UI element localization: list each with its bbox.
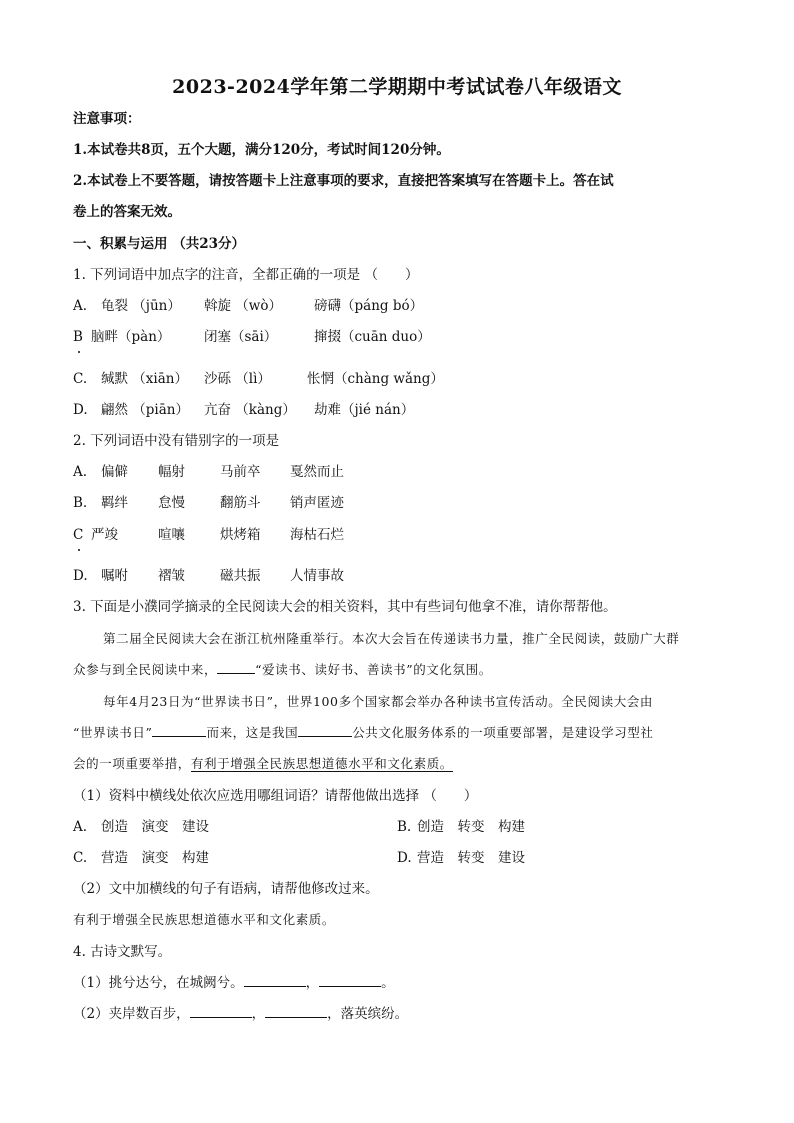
option-label: A. [73,464,88,480]
option-word: 幅射 [158,464,185,480]
notice-item-2-line-2: 卷上的答案无效。 [73,204,181,220]
option-text: 创造 演变 建设 [101,819,209,835]
option-word: 销声匿迹 [290,495,344,511]
passage-p1-line-1: 第二届全民阅读大会在浙江杭州隆重举行。本次大会旨在传递读书力量，推广全民阅读，鼓励广大群 [103,631,680,646]
option-label: A. [73,819,88,835]
option-text: 营造 转变 建设 [417,850,525,866]
underlined-sentence: 有利于增强全民族思想道德水平和文化素质。 [190,756,453,771]
option-word: 磅礴（páng bó） [314,298,424,314]
punctuation: ， [305,975,320,991]
option-word: 马前卒 [220,464,261,480]
poem-blank-3 [190,1005,252,1018]
q2-option-a [73,463,344,481]
q4-item-2 [73,1005,408,1023]
q3-sub2-stem: （2）文中加横线的句子有语病，请帮他修改过来。 [73,881,379,897]
option-word: 磁共振 [220,568,261,584]
option-word: 人情事故 [290,568,344,584]
option-word: 烘烤箱 [220,527,261,543]
option-word: 海枯石烂 [290,527,344,543]
option-word: 翩然 （piān） [101,402,189,418]
option-word: 闭塞（sāi） [204,329,278,345]
option-word: 脑畔（pàn） [91,329,171,345]
poem-text: （2）夹岸数百步， [73,1006,190,1022]
option-label: D. [73,568,88,584]
q3-sub1-option-d [397,849,525,867]
q2-stem: 2. 下列词语中没有错别字的一项是 [73,433,280,449]
option-word: 怠慢 [158,495,185,511]
passage-text: “爱读书、读好书、善读书”的文化氛围。 [255,662,492,677]
q1-option-c [73,370,444,388]
option-word: 褶皱 [158,568,185,584]
fill-blank-1 [217,661,255,674]
punctuation: ， [251,1006,266,1022]
option-word: 严竣 [91,527,118,543]
q3-sub1-stem: （1）资料中横线处依次应选用哪组词语？请帮他做出选择 （ ） [73,788,478,804]
stray-mark [78,549,80,551]
q2-option-d [73,567,344,585]
option-word: 劫难（jié nán） [314,402,415,418]
option-word: 翻筋斗 [220,495,261,511]
option-word: 偏僻 [101,464,128,480]
passage-text: “世界读书日” [73,725,153,740]
poem-blank-1 [244,974,306,987]
q2-option-b [73,494,344,512]
option-word: 缄默 （xiān） [101,371,188,387]
q1-stem: 1. 下列词语中加点字的注音，全都正确的一项是 （ ） [73,267,419,283]
option-label: A. [73,298,88,314]
option-word: 撺掇（cuān duo） [314,329,431,345]
q4-item-1 [73,974,395,992]
option-label: C [73,527,84,543]
option-text: 营造 演变 构建 [101,850,209,866]
q4-stem: 4. 古诗文默写。 [73,944,172,960]
q2-option-c [73,526,344,544]
option-word: 戛然而止 [290,464,344,480]
passage-p2-line-1: 每年4月23日为“世界读书日”，世界100多个国家都会举办各种读书宣传活动。全民阅读大会由 [103,694,653,709]
poem-blank-2 [319,974,381,987]
option-word: 龟裂 （jūn） [101,298,181,314]
passage-text: 公共文化服务体系的一项重要部署，是建设学习型社 [352,725,654,740]
passage-text: 众参与到全民阅读中来， [73,662,218,677]
option-label: B. [73,495,88,511]
option-label: B [73,329,83,345]
q3-stem: 3. 下面是小濮同学摘录的全民阅读大会的相关资料，其中有些词句他拿不准，请你帮帮他。 [73,599,617,615]
punctuation: 。 [381,975,395,991]
option-word: 沙砾 （lì） [204,371,271,387]
passage-p2-line-2 [73,724,654,742]
q1-option-a [73,297,423,315]
stray-mark [78,351,80,353]
notice-item-2-line-1: 2.本试卷上不要答题，请按答题卡上注意事项的要求，直接把答案填写在答题卡上。答在试 [73,173,614,189]
option-label: B. [397,819,412,835]
passage-text: 会的一项重要举措， [73,756,191,771]
option-label: D. [397,850,412,866]
q1-option-b [73,328,431,346]
poem-text: ，落英缤纷。 [327,1006,409,1022]
option-text: 创造 转变 构建 [417,819,525,835]
exam-title: 2023-2024学年第二学期期中考试试卷八年级语文 [172,76,622,98]
passage-text: 而来，这是我国 [206,725,299,740]
section-1-heading: 一、积累与运用 （共23分） [73,236,245,252]
option-word: 喧嚷 [158,527,185,543]
q3-sub1-option-c [73,849,209,867]
option-word: 羁绊 [101,495,128,511]
q3-sub1-option-a [73,818,209,836]
option-label: C. [73,371,88,387]
option-word: 亢奋 （kàng） [204,402,296,418]
fill-blank-2 [152,724,206,737]
option-label: C. [73,850,88,866]
q1-option-d [73,401,414,419]
option-label: D. [73,402,88,418]
fill-blank-3 [298,724,352,737]
option-word: 斡旋 （wò） [204,298,282,314]
passage-p2-line-3 [73,755,453,773]
option-word: 嘱咐 [101,568,128,584]
notice-item-1: 1.本试卷共8页，五个大题，满分120分，考试时间120分钟。 [73,142,450,158]
option-word: 怅惘（chàng wǎng） [307,371,444,387]
notice-heading: 注意事项： [73,111,141,127]
poem-blank-4 [265,1005,327,1018]
q3-sub1-option-b [397,818,525,836]
passage-p1-line-2 [73,661,492,679]
q3-sub2-sentence: 有利于增强全民族思想道德水平和文化素质。 [73,912,336,927]
poem-text: （1）挑兮达兮，在城阙兮。 [73,975,244,991]
